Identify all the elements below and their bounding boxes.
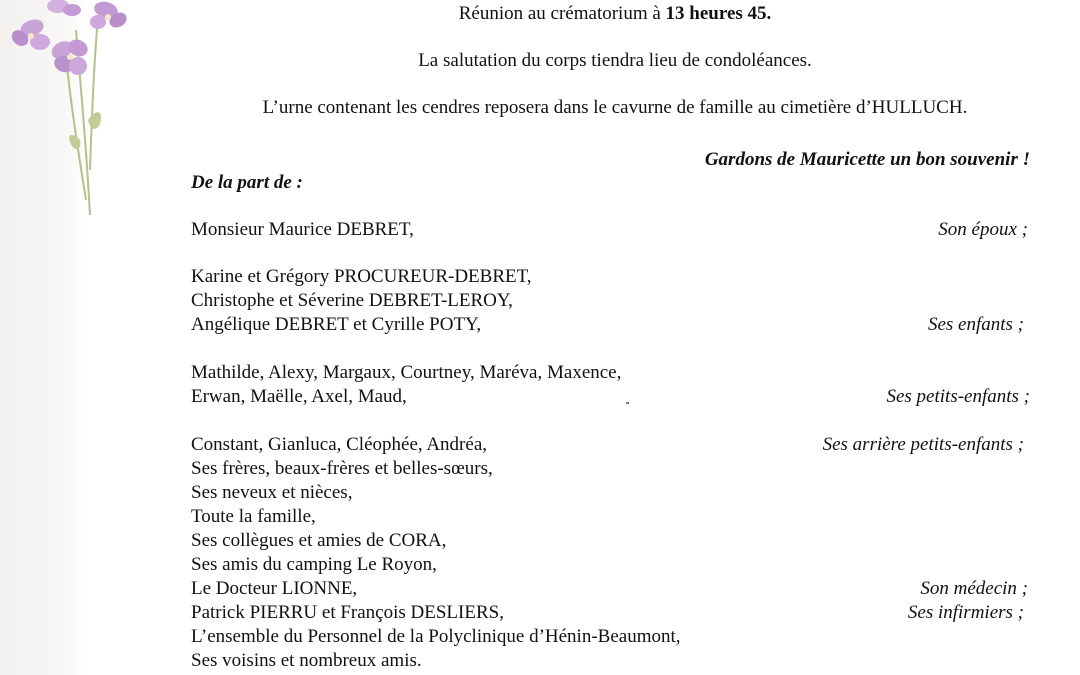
children-relation: Ses enfants ; xyxy=(927,314,1024,335)
spouse-relation: Son époux ; xyxy=(938,219,1028,240)
nurses-names: Patrick PIERRU et François DESLIERS, xyxy=(191,602,504,623)
nurses-relation: Ses infirmiers ; xyxy=(907,602,1024,623)
meeting-prefix: Réunion au crématorium à xyxy=(458,3,661,24)
grandchildren-relation: Ses petits-enfants ; xyxy=(886,386,1030,407)
great-grandchild-names: Constant, Gianluca, Cléophée, Andréa, xyxy=(191,434,488,455)
closing-line: L’ensemble du Personnel de la Polyclinique d’Hénin-Beaumont, xyxy=(191,626,681,647)
doctor-name: Le Docteur LIONNE, xyxy=(191,578,358,599)
spouse-name: Monsieur Maurice DEBRET, xyxy=(191,219,414,240)
grandchild-names: Mathilde, Alexy, Margaux, Courtney, Maréva, Maxence, xyxy=(191,362,622,383)
child-name: Angélique DEBRET et Cyrille POTY, xyxy=(191,314,482,335)
relative-line: Ses amis du camping Le Royon, xyxy=(191,554,437,575)
scan-speck xyxy=(626,402,629,404)
child-name: Karine et Grégory PROCUREUR-DEBRET, xyxy=(191,266,532,287)
relative-line: Toute la famille, xyxy=(191,506,316,527)
grandchild-names: Erwan, Maëlle, Axel, Maud, xyxy=(191,386,407,407)
motto: Gardons de Mauricette un bon souvenir ! xyxy=(704,149,1030,170)
meeting-time: 13 heures 45. xyxy=(665,3,772,24)
meeting-info xyxy=(0,2,1080,26)
child-name: Christophe et Séverine DEBRET-LEROY, xyxy=(191,290,513,311)
relative-line: Ses neveux et nièces, xyxy=(191,482,353,503)
urn-text: L’urne contenant les cendres reposera dans le cavurne de famille au cimetière d’HULLUCH. xyxy=(262,97,968,118)
from-heading: De la part de : xyxy=(191,172,303,193)
relative-line: Ses collègues et amies de CORA, xyxy=(191,530,447,551)
salutation-text: La salutation du corps tiendra lieu de condoléances. xyxy=(418,50,812,71)
great-grandchildren-relation: Ses arrière petits-enfants ; xyxy=(822,434,1024,455)
relative-line: Ses frères, beaux-frères et belles-sœurs, xyxy=(191,458,493,479)
closing-line: Ses voisins et nombreux amis. xyxy=(191,650,422,671)
doctor-relation: Son médecin ; xyxy=(920,578,1028,599)
